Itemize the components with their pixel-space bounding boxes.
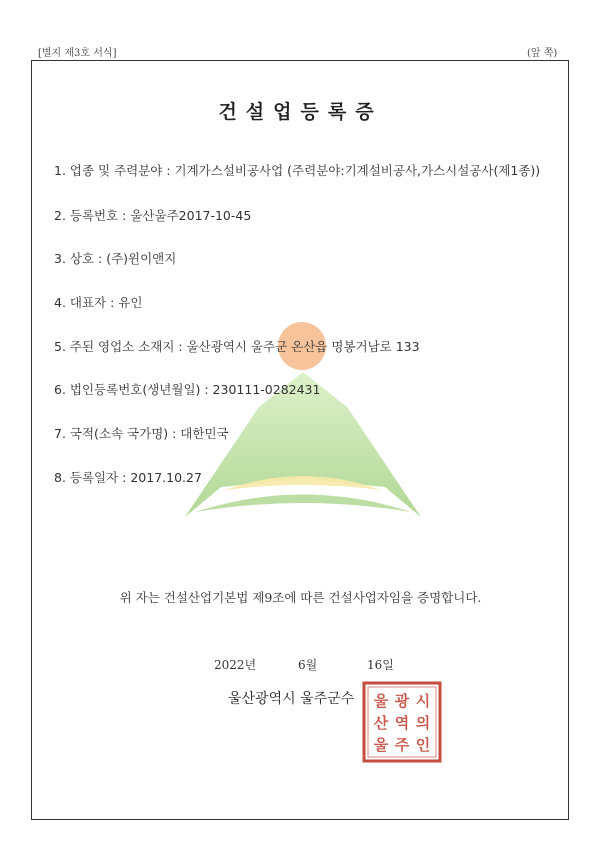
svg-text:주: 주 [394, 736, 410, 754]
field-nationality: 7. 국적(소속 국가명) : 대한민국 [54, 426, 229, 441]
svg-text:시: 시 [415, 692, 431, 710]
field-registration-number: 2. 등록번호 : 울산울주2017-10-45 [54, 208, 252, 223]
issue-day: 16일 [367, 658, 394, 672]
page-side-label: (앞 쪽) [527, 48, 558, 59]
svg-text:의: 의 [415, 714, 431, 732]
issuer-name: 울산광역시 울주군수 [228, 691, 355, 707]
official-seal-icon [361, 680, 443, 764]
issue-year: 2022년 [214, 658, 257, 672]
field-representative: 4. 대표자 : 유인 [54, 295, 143, 310]
svg-text:광: 광 [394, 692, 410, 710]
document-title: 건설업등록증 [218, 101, 383, 123]
svg-text:인: 인 [415, 736, 431, 754]
svg-text:울: 울 [373, 736, 389, 754]
certification-statement: 위 자는 건설산업기본법 제9조에 따른 건설사업자임을 증명합니다. [119, 590, 482, 605]
field-business-type: 1. 업종 및 주력분야 : 기계가스설비공사업 (주력분야:기계설비공사,가스시설공사(제1종)) [54, 163, 541, 178]
field-registration-date: 8. 등록일자 : 2017.10.27 [54, 470, 202, 485]
field-corporate-number: 6. 법인등록번호(생년월일) : 230111-0282431 [54, 382, 321, 397]
svg-text:역: 역 [394, 714, 410, 732]
svg-text:산: 산 [373, 714, 389, 732]
field-office-address: 5. 주된 영업소 소재지 : 울산광역시 울주군 온산읍 명봉거남로 133 [54, 339, 420, 354]
issue-month: 6월 [298, 658, 318, 672]
field-company-name: 3. 상호 : (주)윈이앤지 [54, 251, 177, 266]
svg-text:울: 울 [373, 692, 389, 710]
form-label: [별지 제3호 서식] [38, 48, 117, 59]
